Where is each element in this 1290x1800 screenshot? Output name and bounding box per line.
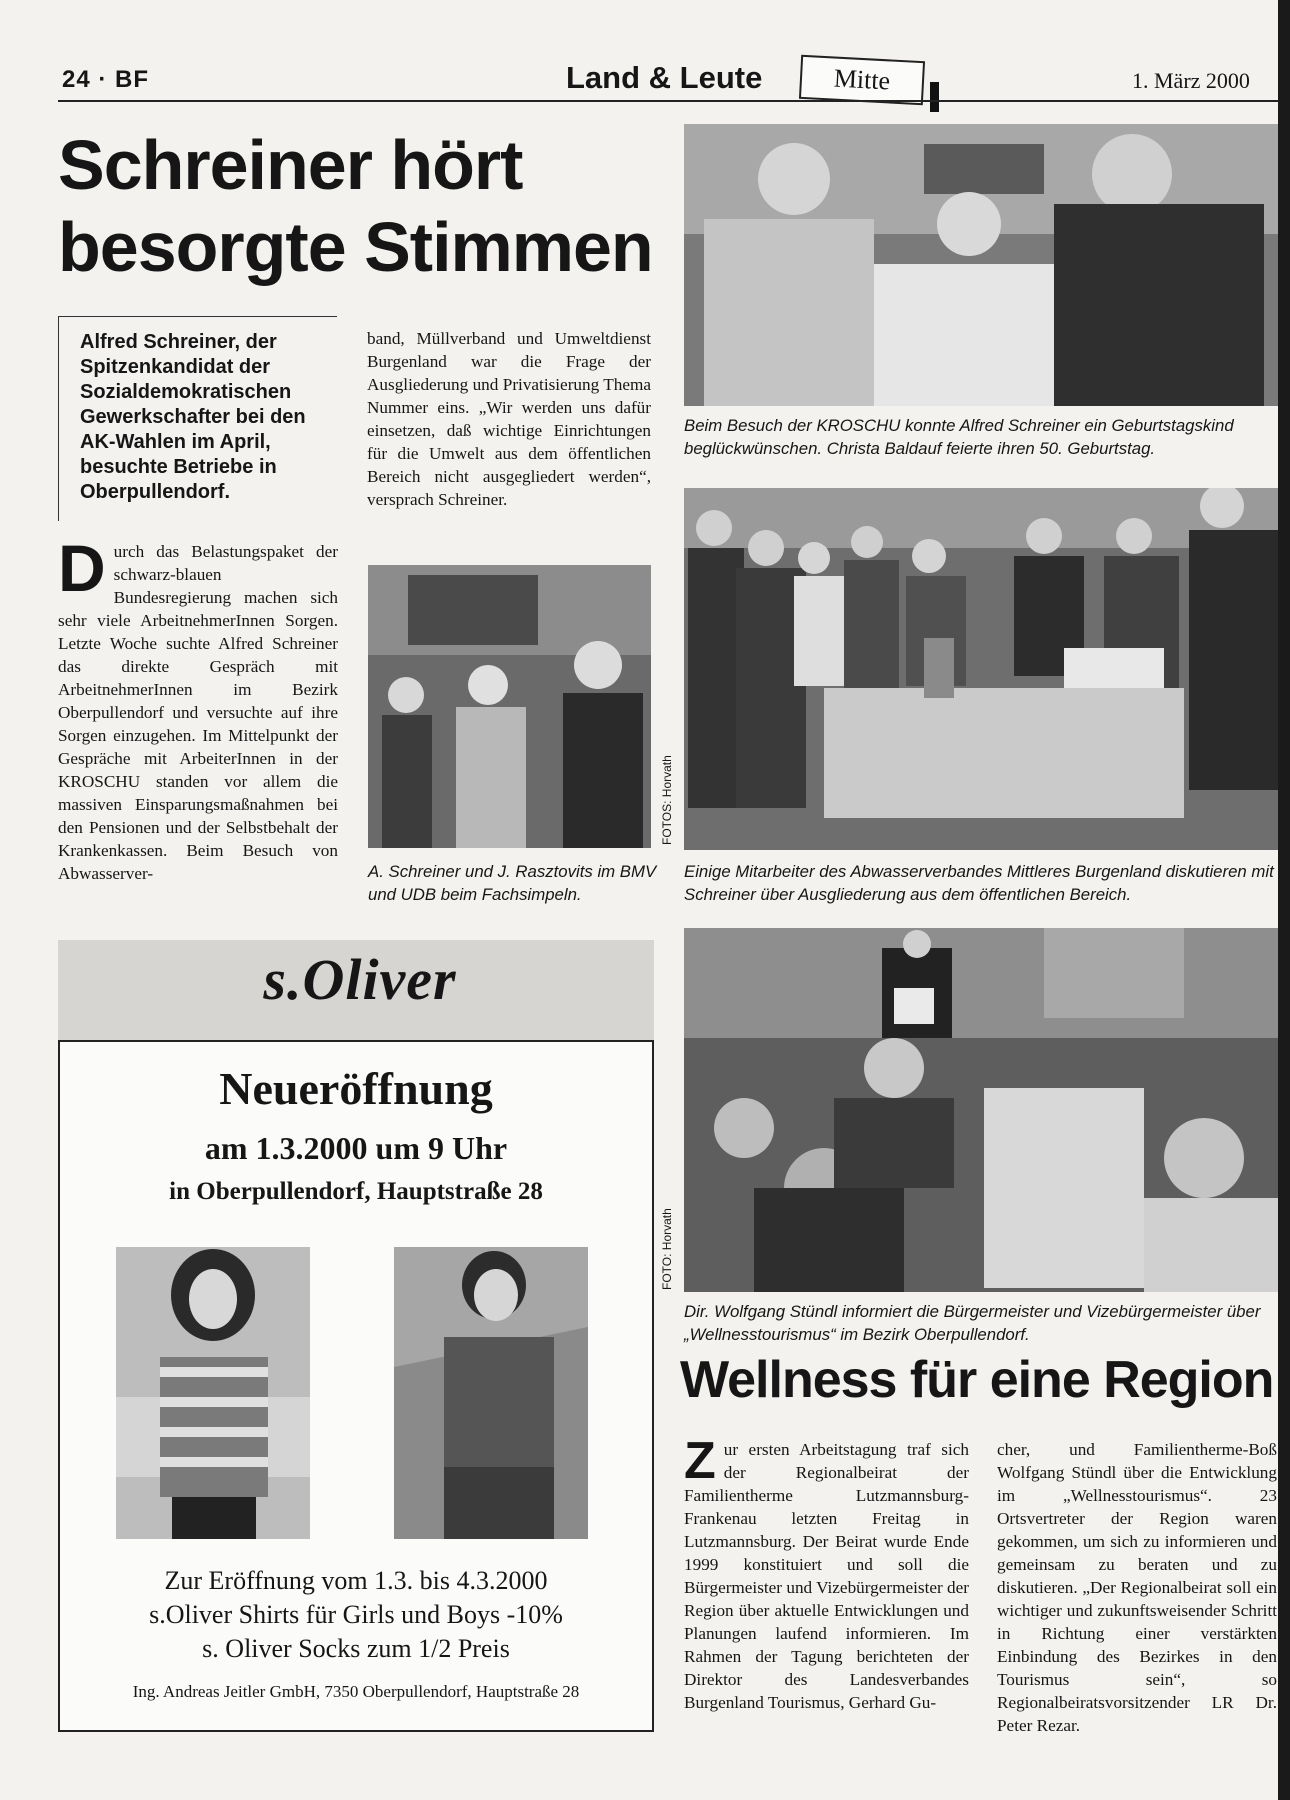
issue-date: 1. März 2000: [1132, 68, 1250, 93]
article2-body-1: ur ersten Arbeitstagung traf sich der Regionalbeirat der Familientherme Lutzmannsburg-Frankenau letzten Freitag in Lutzmannsburg. Der Beirat wurde Ende 1999 konstituiert und soll die Bürgermeister und Vizebürgermeister der Region über aktuelle Entwicklungen und Planungen laufend informieren. Im Rahmen der Tagung berichteten der Direktor des Landesverbandes Burgenland Tourismus, Gerhard Gu-: [684, 1440, 969, 1712]
dropcap-d: D: [58, 531, 106, 605]
photo-wellness-meeting: [684, 928, 1278, 1292]
ad-date-line: am 1.3.2000 um 9 Uhr: [204, 1130, 508, 1166]
photo-abwasserverband: [684, 488, 1278, 850]
ad-photo-boy: [394, 1247, 588, 1539]
ad-title: Neueröffnung: [219, 1063, 493, 1114]
ad-photo-girl-image: [116, 1247, 310, 1539]
article2-column-1: [684, 1432, 969, 1714]
ad-offer-3: s. Oliver Socks zum 1/2 Preis: [202, 1634, 510, 1663]
headline-line-1: Schreiner hört: [58, 126, 523, 204]
page-number: 24 · BF: [62, 66, 150, 93]
photo-fachsimpeln-image: [368, 565, 651, 848]
ad-place-line: in Oberpullendorf, Hauptstraße 28: [169, 1178, 543, 1205]
dropcap-z: Z: [684, 1432, 716, 1490]
article1-body-1: urch das Belastungspaket der schwarz-blauen Bundesregierung machen sich sehr viele ArbeitnehmerInnen Sorgen. Letzte Woche suchte Alfred Schreiner das direkte Gespräch mit ArbeitnehmerInnen im Bezirk Oberpullendorf und versuchte auf ihre Sorgen einzugehen. Im Mittelpunkt der Gespräche mit ArbeiterInnen in der KROSCHU standen vor allem die massiven Einsparungsmaßnahmen bei den Pensionen und der Selbstbehalt der Krankenkassen. Beim Besuch von Abwasserver-: [58, 542, 338, 883]
photo-abwasserverband-image: [684, 488, 1278, 850]
article2-headline: Wellness für eine Region: [680, 1351, 1274, 1409]
ad-photo-boy-image: [394, 1247, 588, 1539]
photo-wellness-meeting-image: [684, 928, 1278, 1292]
caption-abwasserverband: Einige Mitarbeiter des Abwasserverbandes Mittleres Burgenland diskutieren mit Schreiner über Ausgliederung aus dem öffentlichen Bereich.: [684, 862, 1274, 904]
ad-footer: Ing. Andreas Jeitler GmbH, 7350 Oberpullendorf, Hauptstraße 28: [132, 1682, 580, 1701]
page-edge: [1278, 0, 1290, 1800]
region-tag: Mitte: [799, 55, 925, 105]
article1-lead: Alfred Schreiner, der Spitzenkandidat der Sozialdemokratischen Gewerkschafter bei den AK-Wahlen im April, besuchte Betriebe in Oberpullendorf.: [80, 331, 306, 503]
photo-credit-2: FOTO: Horvath: [660, 1208, 674, 1290]
caption-wellness: Dir. Wolfgang Stündl informiert die Bürgermeister und Vizebürgermeister über „Wellnesstourismus“ im Bezirk Oberpullendorf.: [684, 1302, 1261, 1344]
caption-fachsimpeln: A. Schreiner und J. Rasztovits im BMV und UDB beim Fachsimpeln.: [368, 862, 657, 904]
caption-kroschu: Beim Besuch der KROSCHU konnte Alfred Schreiner ein Geburtstagskind beglückwünschen. Christa Baldauf feierte ihren 50. Geburtstag.: [684, 416, 1234, 458]
ad-photo-girl: [116, 1247, 310, 1539]
photo-fachsimpeln: [368, 565, 651, 848]
article2-column-2: [997, 1438, 1277, 1737]
article1-headline: [58, 124, 658, 288]
ad-offer-1: Zur Eröffnung vom 1.3. bis 4.3.2000: [164, 1566, 548, 1595]
headline-line-2: besorgte Stimmen: [58, 208, 653, 286]
photo-kroschu-image: [684, 124, 1278, 406]
ad-offer-2: s.Oliver Shirts für Girls und Boys -10%: [149, 1600, 563, 1629]
article2-body-2: cher, und Familientherme-Boß Wolfgang Stündl über die Entwicklung im „Wellnesstourismus“. 23 Ortsvertreter der Region waren gekommen, um sich zu informieren und gemeinsam zu beraten und zu diskutieren. „Der Regionalbeirat soll ein wichtiger und zukunftsweisender Schritt in Richtung einer verstärkten Einbindung des Bezirkes in den Tourismus sein“, so Regionalbeiratsvorsitzender LR Dr. Peter Rezar.: [997, 1440, 1277, 1735]
article1-column-2: [367, 327, 651, 511]
article1-body-2: band, Müllverband und Umweltdienst Burgenland war die Frage der Ausgliederung und Privatisierung Thema Nummer eins. „Wir werden uns dafür einsetzen, daß wichtige Einrichtungen für die Umwelt aus dem öffentlichen Bereich nicht ausgegliedert werden“, versprach Schreiner.: [367, 329, 651, 509]
photo-kroschu: [684, 124, 1278, 406]
section-title: Land & Leute: [566, 60, 763, 95]
header-rule: [58, 100, 1278, 102]
photo-credit-1: FOTOS: Horvath: [660, 755, 674, 845]
tag-marker: [930, 82, 939, 112]
ad-logo: s.Oliver: [263, 947, 457, 1012]
article1-column-1: [58, 531, 338, 885]
